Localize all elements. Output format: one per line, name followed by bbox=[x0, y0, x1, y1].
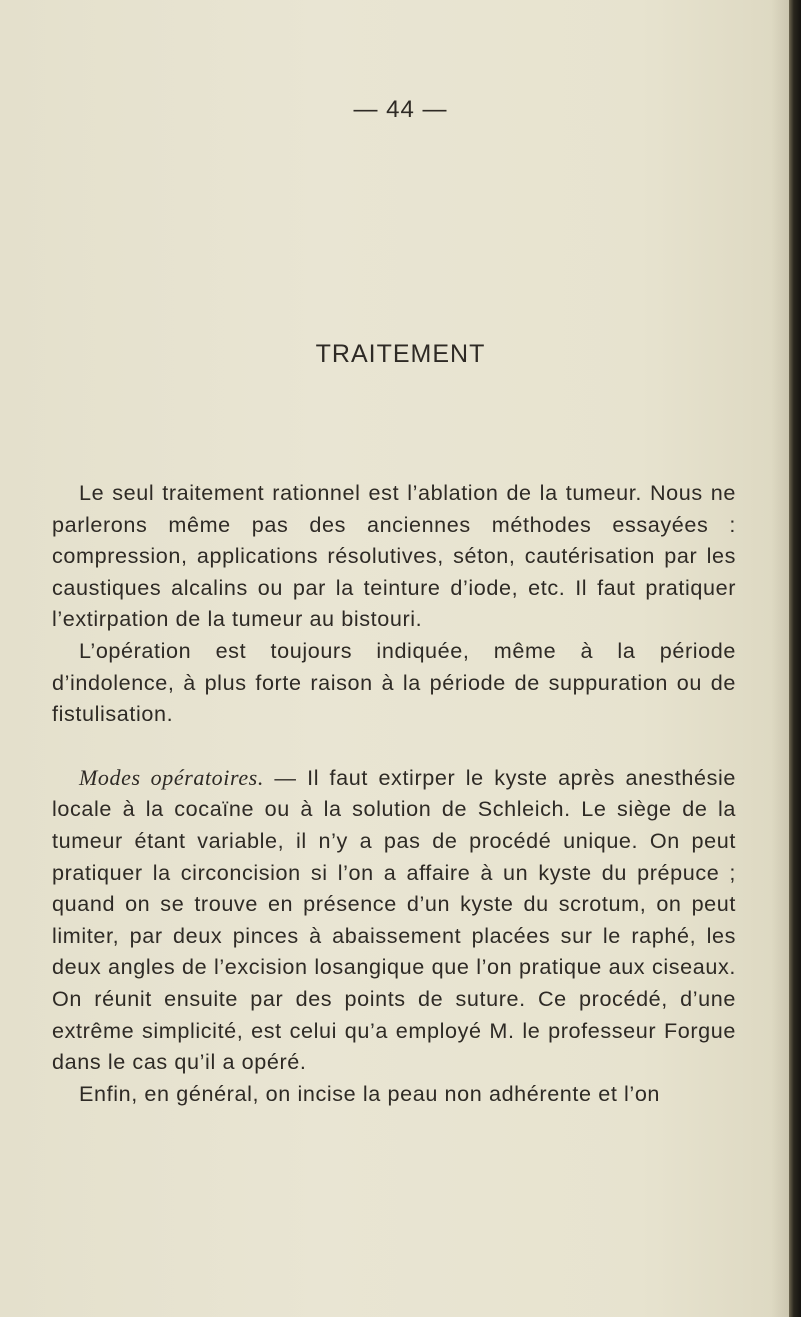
page-number: — 44 — bbox=[353, 96, 448, 123]
body-text bbox=[52, 477, 736, 1109]
book-spine-edge bbox=[789, 0, 801, 1317]
section-heading: TRAITEMENT bbox=[315, 340, 486, 368]
page-edge-shadow bbox=[771, 0, 789, 1317]
paragraph-2: L’opération est toujours indiquée, même à la période d’indolence, à plus forte raison à la période de suppuration ou de fistulisation. bbox=[52, 637, 736, 727]
modes-heading: Modes opératoires. bbox=[79, 764, 264, 790]
paragraph-1: Le seul traitement rationnel est l’ablation de la tumeur. Nous ne parlerons même pas des anciennes méthodes essayées : compression, applications résolutives, séton, cautérisation par les caustiques alcalins ou par la teinture d’iode, etc. Il faut pratiquer l’extirpation de la tumeur au bistouri. bbox=[52, 480, 736, 632]
paragraph-modes bbox=[52, 762, 736, 1078]
modes-text: — Il faut extirper le kyste après anesthésie locale à la cocaïne ou à la solution de Schleich. Le siège de la tumeur étant variable, il n’y a pas de procédé unique. On peut pratiquer la circoncision si l’on a affaire à un kyste du prépuce ; quand on se trouve en présence d’un kyste du scrotum, on peut limiter, par deux pinces à abaissement placées sur le raphé, les deux angles de l’excision losangique que l’on pratique aux ciseaux. On réunit ensuite par des points de suture. Ce procédé, d’une extrême simplicité, est celui qu’a employé M. le professeur Forgue dans le cas qu’il a opéré. bbox=[52, 764, 737, 1075]
paragraph-last: Enfin, en général, on incise la peau non adhérente et l’on bbox=[79, 1080, 661, 1106]
